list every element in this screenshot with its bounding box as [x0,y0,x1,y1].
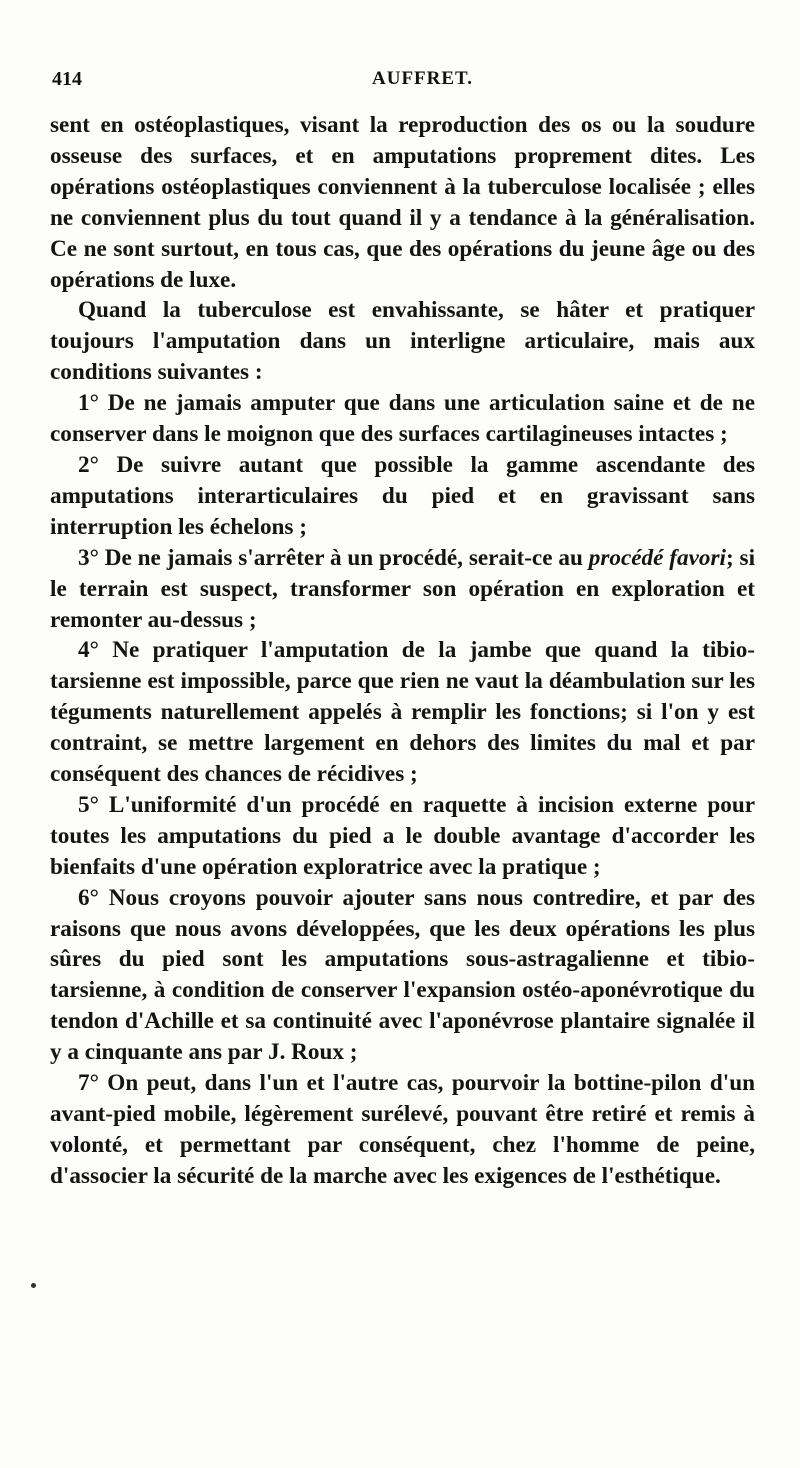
running-head: AUFFRET. [372,68,474,89]
margin-mark [31,1283,36,1288]
page-number: 414 [52,68,82,90]
list-item-6 [50,883,755,1068]
item-number: 4° [78,637,99,664]
intro-paragraph: sent en ostéoplastiques, visant la reproduction des os ou la soudure osseuse des surfaces, et en amputations proprement dites. Les opérations ostéoplastiques conviennent à la tuberculose localisée ; elles ne conviennent plus du tout quand il y a tendance à la généralisation. Ce ne sont surtout, en tous cas, que des opérations du jeune âge ou des opérations de luxe. [50,112,755,293]
page-header [52,68,752,98]
item-text: De suivre autant que possible la gamme ascendante des amputations interarticulaires du pied et en gravissant sans interruption les échelons ; [50,451,756,540]
item-number: 6° [78,884,99,911]
item-text: L'uniformité d'un procédé en raquette à incision externe pour toutes les amputations du pied a le double avantage d'accorder les bienfaits d'une opération exploratrice avec la pratique ; [50,791,756,880]
item-text: On peut, dans l'un et l'autre cas, pourvoir la bottine-pilon d'un avant-pied mobile, légèrement surélevé, pouvant être retiré et remis à volonté, et permettant par conséquent, chez l'homme de peine, d'associer la sécurité de la marche avec les exigences de l'esthétique. [50,1070,755,1189]
item-number: 1° [78,390,99,417]
item-text: Nous croyons pouvoir ajouter sans nous contredire, et par des raisons que nous avons développées, que les deux opérations les plus sûres du pied sont les amputations sous-astragalienne et tibio-tarsienne, à condition de conserver l'expansion ostéo-aponévrotique du tendon d'Achille et sa continuité avec l'aponévrose plantaire signalée il y a cinquante ans par J. Roux ; [50,884,756,1066]
item-text-after: ; si le terrain est suspect, transformer son opération en exploration et remonter au-dessus ; [50,544,756,633]
list-item-5 [50,790,755,883]
item-number: 2° [78,451,99,478]
item-number: 7° [78,1070,99,1097]
item-text: Ne pratiquer l'amputation de la jambe que quand la tibio-tarsienne est impossible, parce que rien ne vaut la déambulation sur les téguments naturellement appelés à remplir les fonctions; si l'on y est contraint, se mettre largement en dehors des limites du mal et par conséquent des chances de récidives ; [50,637,756,788]
item-number: 3° [78,544,99,571]
item-text: De ne jamais amputer que dans une articulation saine et de ne conserver dans le moignon que des surfaces cartilagineuses intactes ; [50,390,755,448]
list-item-2 [50,450,755,543]
body-text [50,110,755,1192]
item-number: 5° [78,791,99,818]
conditions-paragraph: Quand la tuberculose est envahissante, se hâter et pratiquer toujours l'amputation dans un interligne articulaire, mais aux conditions suivantes : [50,297,755,386]
list-item-4 [50,635,755,790]
list-item-1 [50,388,755,450]
item-text: De ne jamais s'arrêter à un procédé, serait-ce au [104,544,583,571]
item-emphasis: procédé favori [588,544,726,571]
list-item-3 [50,543,755,636]
list-item-7 [50,1068,755,1192]
